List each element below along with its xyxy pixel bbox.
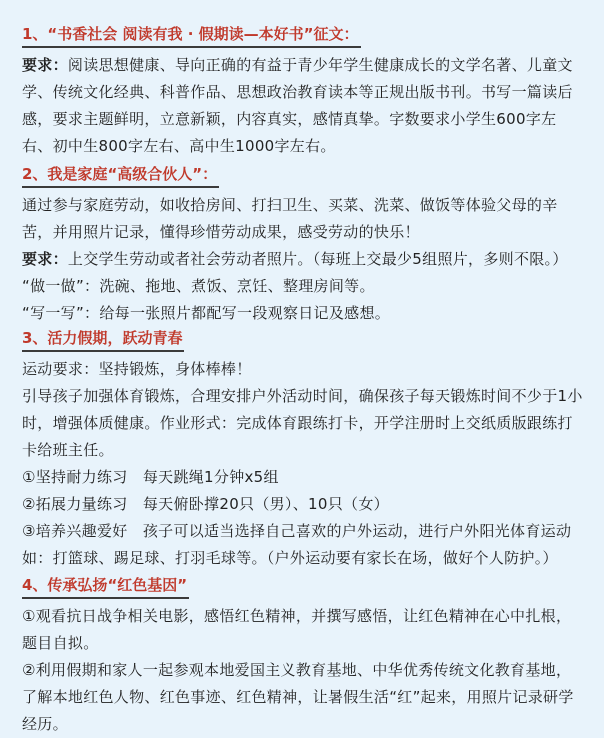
- paragraph: [22, 356, 584, 383]
- paragraph: [22, 300, 584, 327]
- requirement-paragraph: [22, 52, 584, 160]
- list-item: [22, 657, 584, 738]
- paragraph-text: “做一做”：洗碗、拖地、煮饭、烹饪、整理房间等。: [22, 277, 375, 295]
- section-title: 4、传承弘扬“红色基因”: [22, 574, 189, 599]
- section-title: 3、活力假期，跃动青春: [22, 327, 184, 352]
- paragraph-text: ①坚持耐力练习 每天跳绳1分钟x5组: [22, 468, 279, 486]
- paragraph-text: ②利用假期和家人一起参观本地爱国主义教育基地、中华优秀传统文化教育基地，了解本地红色人物、红色事迹、红色精神，让暑假生活“红”起来，用照片记录研学经历。: [22, 661, 574, 733]
- paragraph-text: ②拓展力量练习 每天俯卧撑20只（男）、10只（女）: [22, 495, 389, 513]
- paragraph-text: “写一写”：给每一张照片都配写一段观察日记及感想。: [22, 304, 391, 322]
- section-active-holiday: [22, 327, 584, 572]
- paragraph-text: ③培养兴趣爱好 孩子可以适当选择自己喜欢的户外运动，进行户外阳光体育运动如：打篮球、踢足球、打羽毛球等。（户外运动要有家长在场，做好个人防护。）: [22, 522, 572, 567]
- list-item: [22, 491, 584, 518]
- paragraph-text: 运动要求：坚持锻炼，身体棒棒！: [22, 360, 252, 378]
- section-family-partner: [22, 163, 584, 327]
- paragraph-text: 上交学生劳动或者社会劳动者照片。（每班上交最少5组照片，多则不限。）: [67, 250, 568, 268]
- paragraph-text: 通过参与家庭劳动，如收拾房间、打扫卫生、买菜、洗菜、做饭等体验父母的辛苦，并用照片记录，懂得珍惜劳动成果，感受劳动的快乐！: [22, 196, 558, 241]
- list-item: [22, 603, 584, 657]
- paragraph: [22, 383, 584, 464]
- paragraph: [22, 192, 584, 246]
- paragraph-text: 引导孩子加强体育锻炼，合理安排户外活动时间，确保孩子每天锻炼时间不少于1小时，增强体质健康。作业形式：完成体育跟练打卡，开学注册时上交纸质版跟练打卡给班主任。: [22, 387, 583, 459]
- paragraph-text: ①观看抗日战争相关电影，感悟红色精神，并撰写感悟，让红色精神在心中扎根，题目自拟。: [22, 607, 572, 652]
- paragraph: [22, 273, 584, 300]
- section-red-gene: [22, 574, 584, 738]
- list-item: [22, 464, 584, 491]
- requirement-paragraph: [22, 246, 584, 273]
- section-title: 1、“书香社会 阅读有我 · 假期读—本好书”征文：: [22, 23, 361, 48]
- requirement-label: 要求：: [22, 250, 68, 268]
- section-title: 2、我是家庭“高级合伙人”：: [22, 163, 219, 188]
- requirement-label: 要求：: [22, 56, 68, 74]
- section-essay-contest: [22, 23, 584, 160]
- list-item: [22, 518, 584, 572]
- paragraph-text: 阅读思想健康、导向正确的有益于青少年学生健康成长的文学名著、儿童文学、传统文化经典、科普作品、思想政治教育读本等正规出版书刊。书写一篇读后感，要求主题鲜明，立意新颖，内容真实，感情真挚。字数要求小学生600字左右、初中生800字左右、高中生1000字左右。: [22, 56, 573, 155]
